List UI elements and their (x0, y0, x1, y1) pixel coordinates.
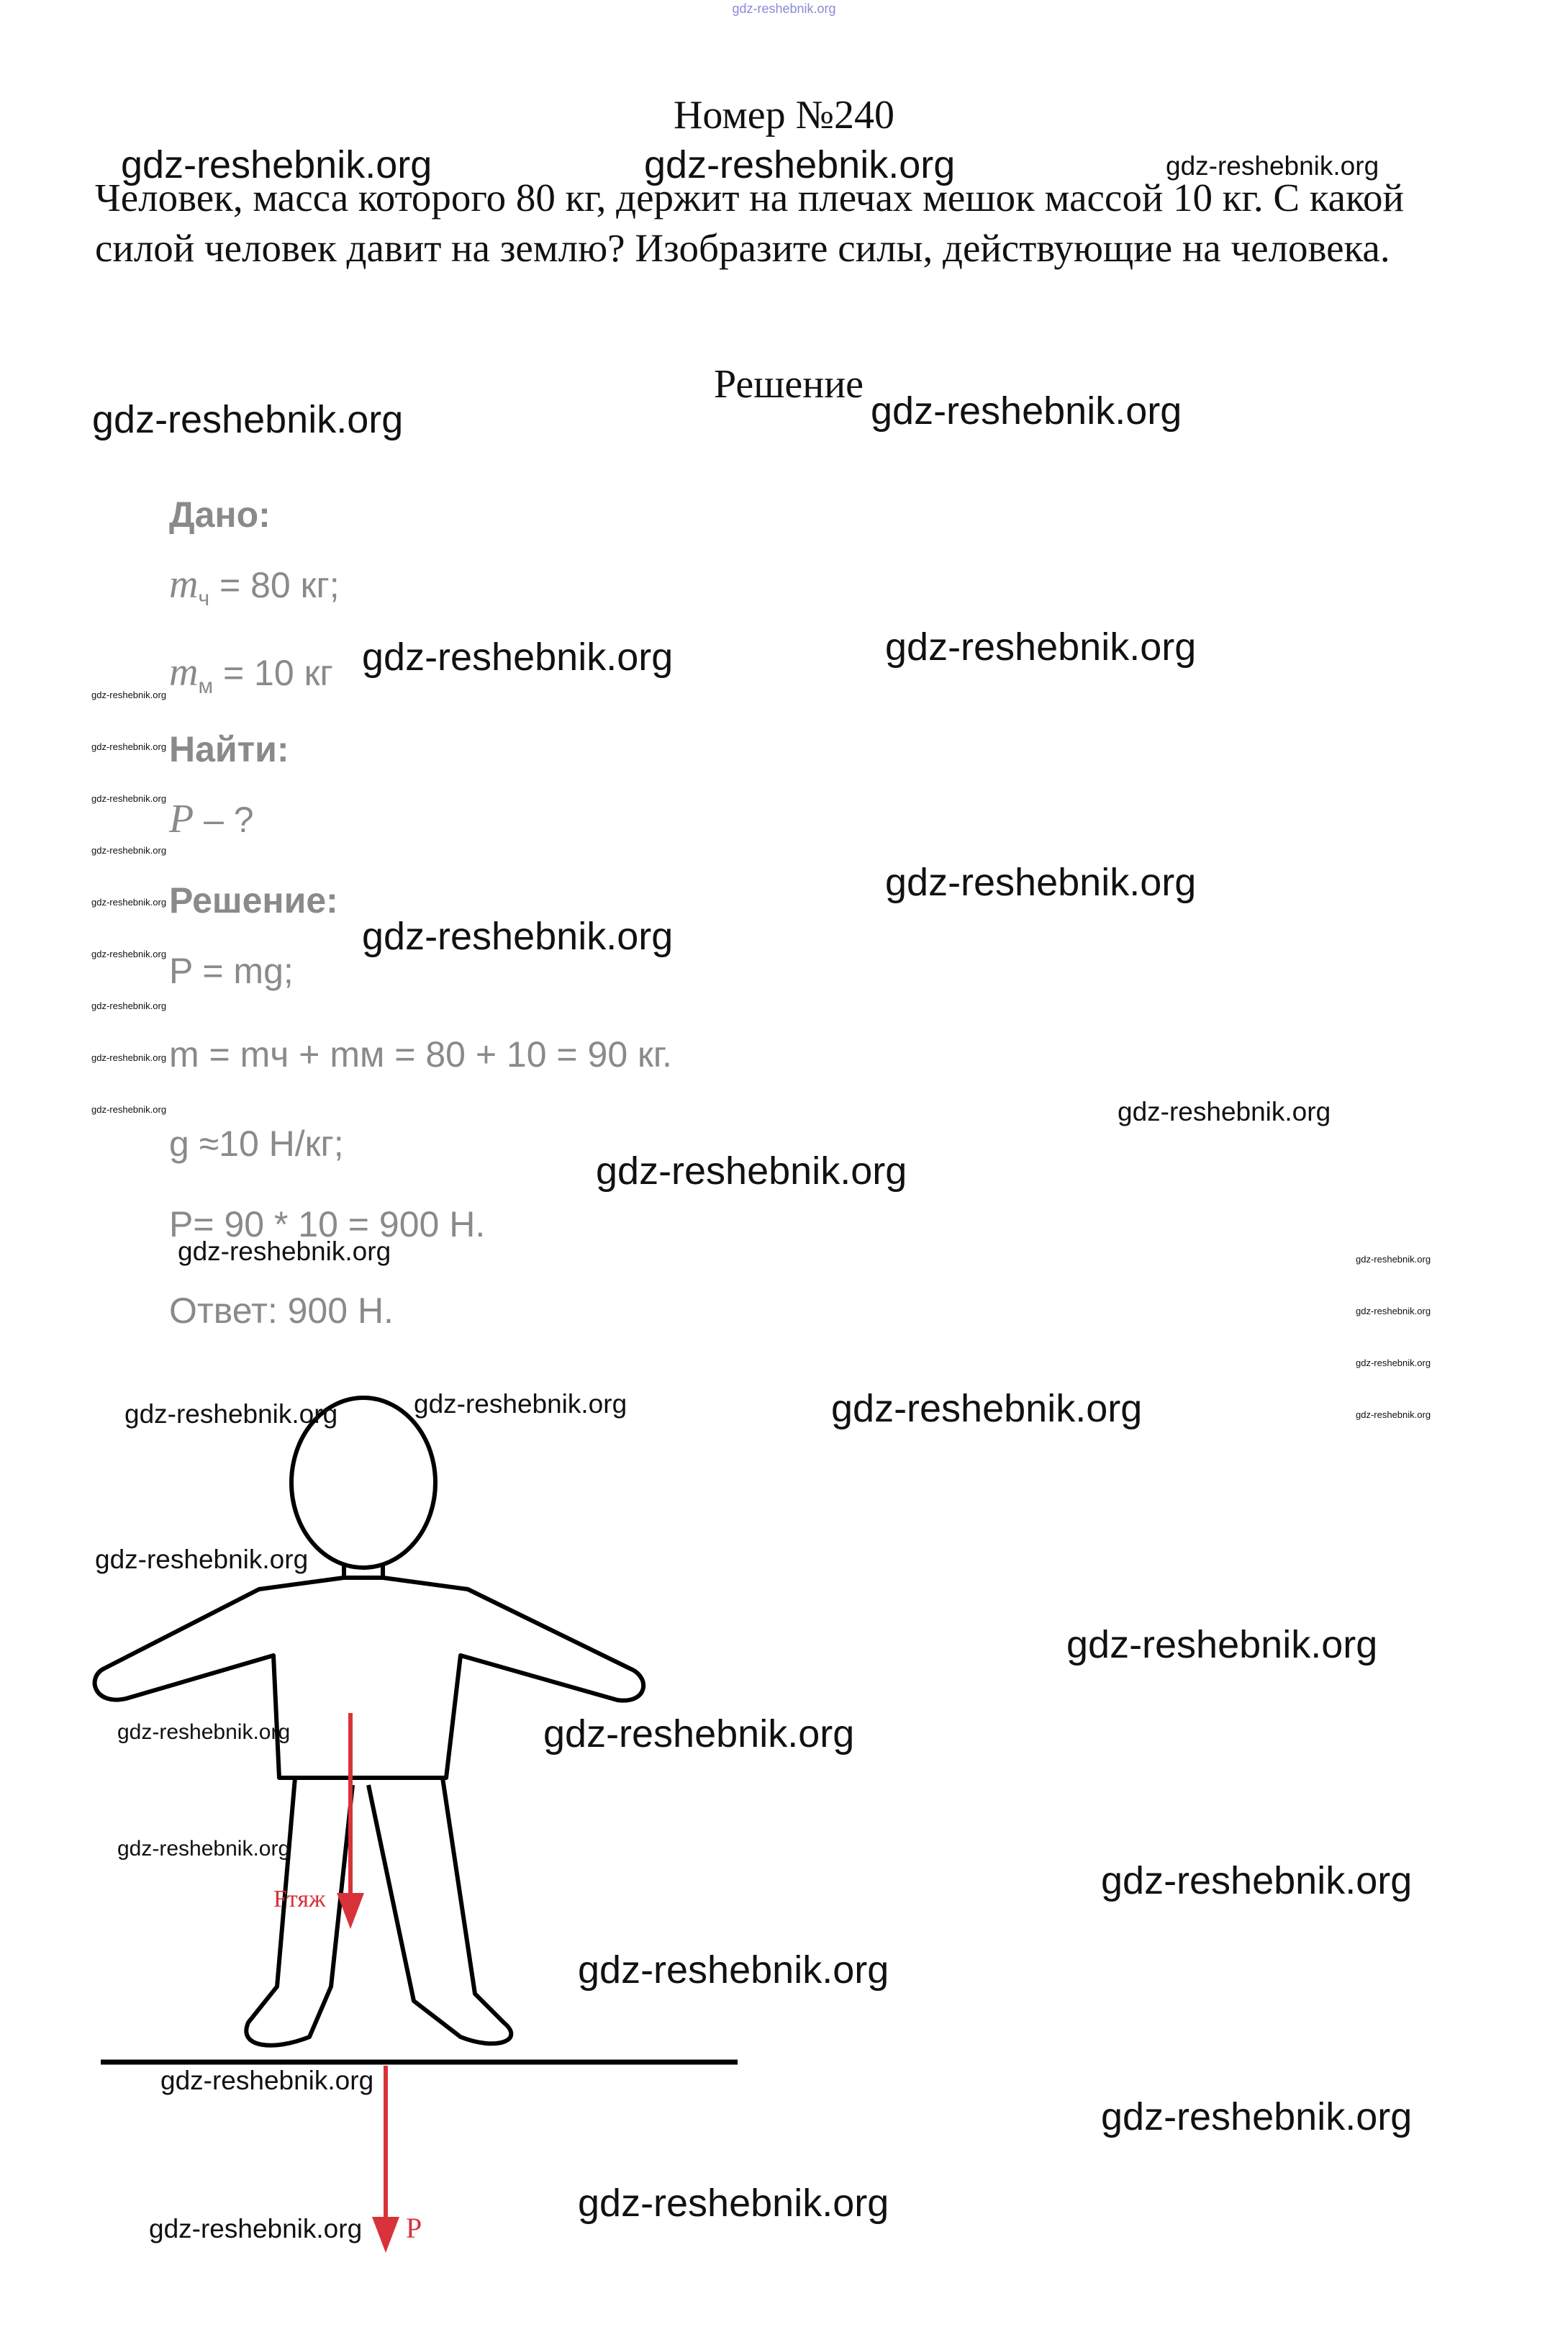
given-person-mass (169, 561, 340, 611)
watermark: gdz-reshebnik.org (578, 1948, 889, 1992)
watermark: gdz-reshebnik.org (1066, 1623, 1378, 1666)
watermark: gdz-reshebnik.org (91, 793, 167, 804)
mass-value: = 10 кг (213, 653, 333, 693)
watermark: gdz-reshebnik.org (871, 389, 1182, 433)
watermark: gdz-reshebnik.org (149, 2214, 363, 2243)
person-diagram (0, 1368, 792, 2267)
watermark: gdz-reshebnik.org (578, 2182, 889, 2225)
gravity-force-label: Fтяж (273, 1886, 326, 1912)
watermark: gdz-reshebnik.org (831, 1387, 1143, 1430)
formula-result: P= 90 * 10 = 900 Н. (169, 1204, 486, 1244)
weight-force-label: P (406, 2212, 422, 2244)
watermark: gdz-reshebnik.org (91, 845, 167, 856)
solution-heading: Решение (714, 362, 864, 407)
watermark: gdz-reshebnik.org (91, 741, 167, 752)
watermark: gdz-reshebnik.org (596, 1149, 907, 1193)
site-logo[interactable]: gdz-reshebnik.org (732, 1, 836, 16)
watermark: gdz-reshebnik.org (95, 1545, 309, 1574)
mass-subscript: ч (198, 587, 210, 610)
weight-arrowhead (372, 2217, 399, 2253)
watermark: gdz-reshebnik.org (160, 2066, 374, 2095)
given-heading: Дано: (169, 494, 271, 535)
solution-label: Решение: (169, 880, 338, 921)
watermark: gdz-reshebnik.org (1118, 1097, 1331, 1126)
watermark: gdz-reshebnik.org (124, 1399, 338, 1429)
watermark: gdz-reshebnik.org (91, 690, 167, 700)
watermark: gdz-reshebnik.org (885, 625, 1197, 669)
find-rest: – ? (194, 800, 254, 840)
watermark: gdz-reshebnik.org (543, 1712, 855, 1755)
watermark: gdz-reshebnik.org (91, 1104, 167, 1115)
watermark: gdz-reshebnik.org (117, 1720, 291, 1744)
watermark: gdz-reshebnik.org (885, 861, 1197, 904)
watermark: gdz-reshebnik.org (644, 143, 956, 186)
watermark: gdz-reshebnik.org (414, 1389, 627, 1419)
watermark: gdz-reshebnik.org (91, 897, 167, 908)
formula-gravity: g ≈10 Н/кг; (169, 1124, 344, 1164)
mass-value: = 80 кг; (209, 565, 340, 605)
watermark: gdz-reshebnik.org (1356, 1409, 1431, 1420)
watermark: gdz-reshebnik.org (178, 1237, 391, 1266)
watermark: gdz-reshebnik.org (362, 915, 674, 958)
watermark: gdz-reshebnik.org (1101, 1859, 1413, 1902)
watermark: gdz-reshebnik.org (121, 143, 432, 186)
watermark: gdz-reshebnik.org (1166, 151, 1379, 181)
find-value (169, 796, 254, 842)
answer: Ответ: 900 Н. (169, 1291, 394, 1331)
watermark: gdz-reshebnik.org (92, 398, 404, 441)
problem-text: Человек, масса которого 80 кг, держит на плечах мешок массой 10 кг. С какой силой человек давит на землю? Изобразите силы, действующие на человека. (95, 176, 1404, 270)
mass-symbol: m (169, 650, 199, 695)
right-leg (368, 1778, 511, 2043)
find-heading: Найти: (169, 729, 289, 769)
watermark: gdz-reshebnik.org (1356, 1357, 1431, 1368)
watermark: gdz-reshebnik.org (117, 1837, 291, 1861)
formula-weight: P = mg; (169, 951, 294, 991)
mass-subscript: м (198, 674, 214, 698)
mass-symbol: m (169, 562, 199, 607)
page-title: Номер №240 (673, 93, 895, 137)
watermark: gdz-reshebnik.org (1356, 1254, 1431, 1265)
watermark: gdz-reshebnik.org (362, 636, 674, 679)
formula-mass: m = mч + mм = 80 + 10 = 90 кг. (169, 1034, 672, 1075)
watermark: gdz-reshebnik.org (1101, 2095, 1413, 2138)
weight-symbol: P (169, 797, 194, 841)
watermark: gdz-reshebnik.org (1356, 1306, 1431, 1316)
given-bag-mass (169, 649, 333, 699)
watermark: gdz-reshebnik.org (91, 949, 167, 959)
watermark: gdz-reshebnik.org (91, 1052, 167, 1063)
watermark: gdz-reshebnik.org (91, 1000, 167, 1011)
